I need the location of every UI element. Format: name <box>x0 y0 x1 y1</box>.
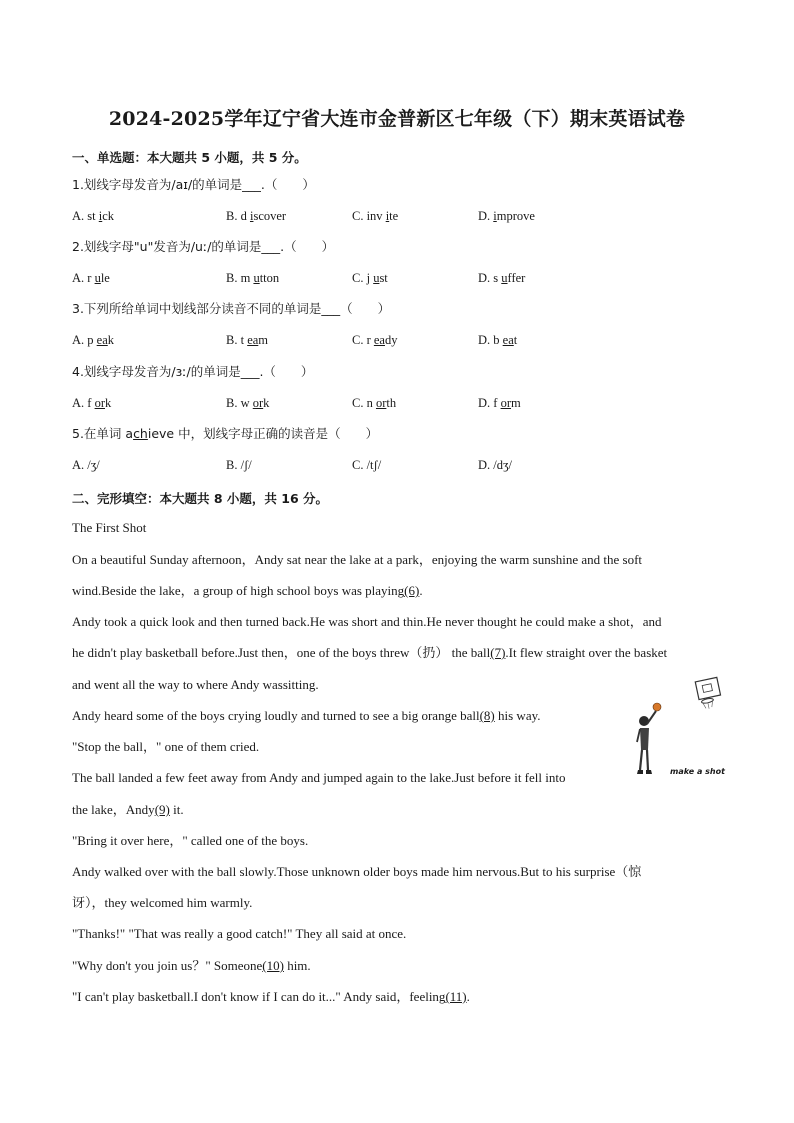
story-line: he didn't play basketball before.Just then，one of the boys threw（扔） the ball(7).It flew straight over the basket <box>72 645 668 660</box>
q1-option-c[interactable]: C. inv ite <box>352 209 399 223</box>
q1-option-d[interactable]: D. improve <box>478 209 535 223</box>
q4-option-b[interactable]: B. w ork <box>226 396 270 410</box>
q5-option-b[interactable]: B. /ʃ/ <box>226 458 252 472</box>
q4-option-c[interactable]: C. n orth <box>352 396 397 410</box>
q1-option-b[interactable]: B. d iscover <box>226 209 287 223</box>
q5-option-a[interactable]: A. /ʒ/ <box>72 458 100 472</box>
story-line: "I can't play basketball.I don't know if I can do it..." Andy said，feeling(11). <box>72 989 470 1004</box>
question-5-stem: 5.在单词 achieve 中，划线字母正确的读音是（ ） <box>72 426 379 441</box>
story-line: 讶），they welcomed him warmly. <box>72 895 253 910</box>
story-line: "Thanks!" "That was really a good catch!" They all said at once. <box>72 926 407 941</box>
illustration-caption: make a shot <box>670 767 725 776</box>
q5-option-d[interactable]: D. /dʒ/ <box>478 458 513 472</box>
q2-option-d[interactable]: D. s uffer <box>478 271 526 285</box>
story-line: the lake，Andy(9) it. <box>72 802 184 817</box>
story-line: Andy heard some of the boys crying loudly and turned to see a big orange ball(8) his way. <box>72 708 541 723</box>
q4-option-d[interactable]: D. f orm <box>478 396 521 410</box>
q2-option-a[interactable]: A. r ule <box>72 271 110 285</box>
blank-6[interactable]: (6) <box>404 583 420 598</box>
story-line: Andy walked over with the ball slowly.Those unknown older boys made him nervous.But to his surprise（惊 <box>72 864 642 879</box>
q3-option-d[interactable]: D. b eat <box>478 333 518 347</box>
page-title: 2024-2025学年辽宁省大连市金普新区七年级（下）期末英语试卷 <box>108 108 686 130</box>
q3-option-c[interactable]: C. r eady <box>352 333 398 347</box>
q2-option-c[interactable]: C. j ust <box>352 271 388 285</box>
q3-option-b[interactable]: B. t eam <box>226 333 269 347</box>
blank-7[interactable]: (7) <box>490 645 506 660</box>
blank-8[interactable]: (8) <box>479 708 495 723</box>
blank-11[interactable]: (11) <box>445 989 467 1004</box>
q3-option-a[interactable]: A. p eak <box>72 333 115 347</box>
q1-option-a[interactable]: A. st ick <box>72 209 115 223</box>
story-line: "Why don't you join us？" Someone(10) him. <box>72 958 311 973</box>
question-4-stem: 4.划线字母发音为/ɜː/的单词是___.（ ） <box>72 364 314 379</box>
q2-option-b[interactable]: B. m utton <box>226 271 280 285</box>
story-line: wind.Beside the lake，a group of high school boys was playing(6). <box>72 583 423 598</box>
question-1-stem: 1.划线字母发音为/aɪ/的单词是___.（ ） <box>72 177 315 192</box>
blank-9[interactable]: (9) <box>154 802 170 817</box>
story-line: "Bring it over here，" called one of the boys. <box>72 833 309 848</box>
blank-10[interactable]: (10) <box>262 958 284 973</box>
story-line: "Stop the ball，" one of them cried. <box>72 739 260 754</box>
q5-option-c[interactable]: C. /tʃ/ <box>352 458 382 472</box>
story-line: The ball landed a few feet away from Andy and jumped again to the lake.Just before it fell into <box>72 770 566 785</box>
q4-option-a[interactable]: A. f ork <box>72 396 112 410</box>
story-line: Andy took a quick look and then turned back.He was short and thin.He never thought he could make a shot，and <box>72 614 662 629</box>
section-1-heading: 一、单选题：本大题共 5 小题，共 5 分。 <box>72 150 307 165</box>
story-line: On a beautiful Sunday afternoon，Andy sat near the lake at a park，enjoying the warm sunshine and the soft <box>72 552 643 567</box>
section-2-heading: 二、完形填空：本大题共 8 小题，共 16 分。 <box>72 491 329 506</box>
story-line: and went all the way to where Andy wassitting. <box>72 677 319 692</box>
story-title: The First Shot <box>72 520 147 535</box>
question-3-stem: 3.下列所给单词中划线部分读音不同的单词是___（ ） <box>72 301 391 316</box>
question-2-stem: 2.划线字母"u"发音为/uː/的单词是___.（ ） <box>72 239 335 254</box>
